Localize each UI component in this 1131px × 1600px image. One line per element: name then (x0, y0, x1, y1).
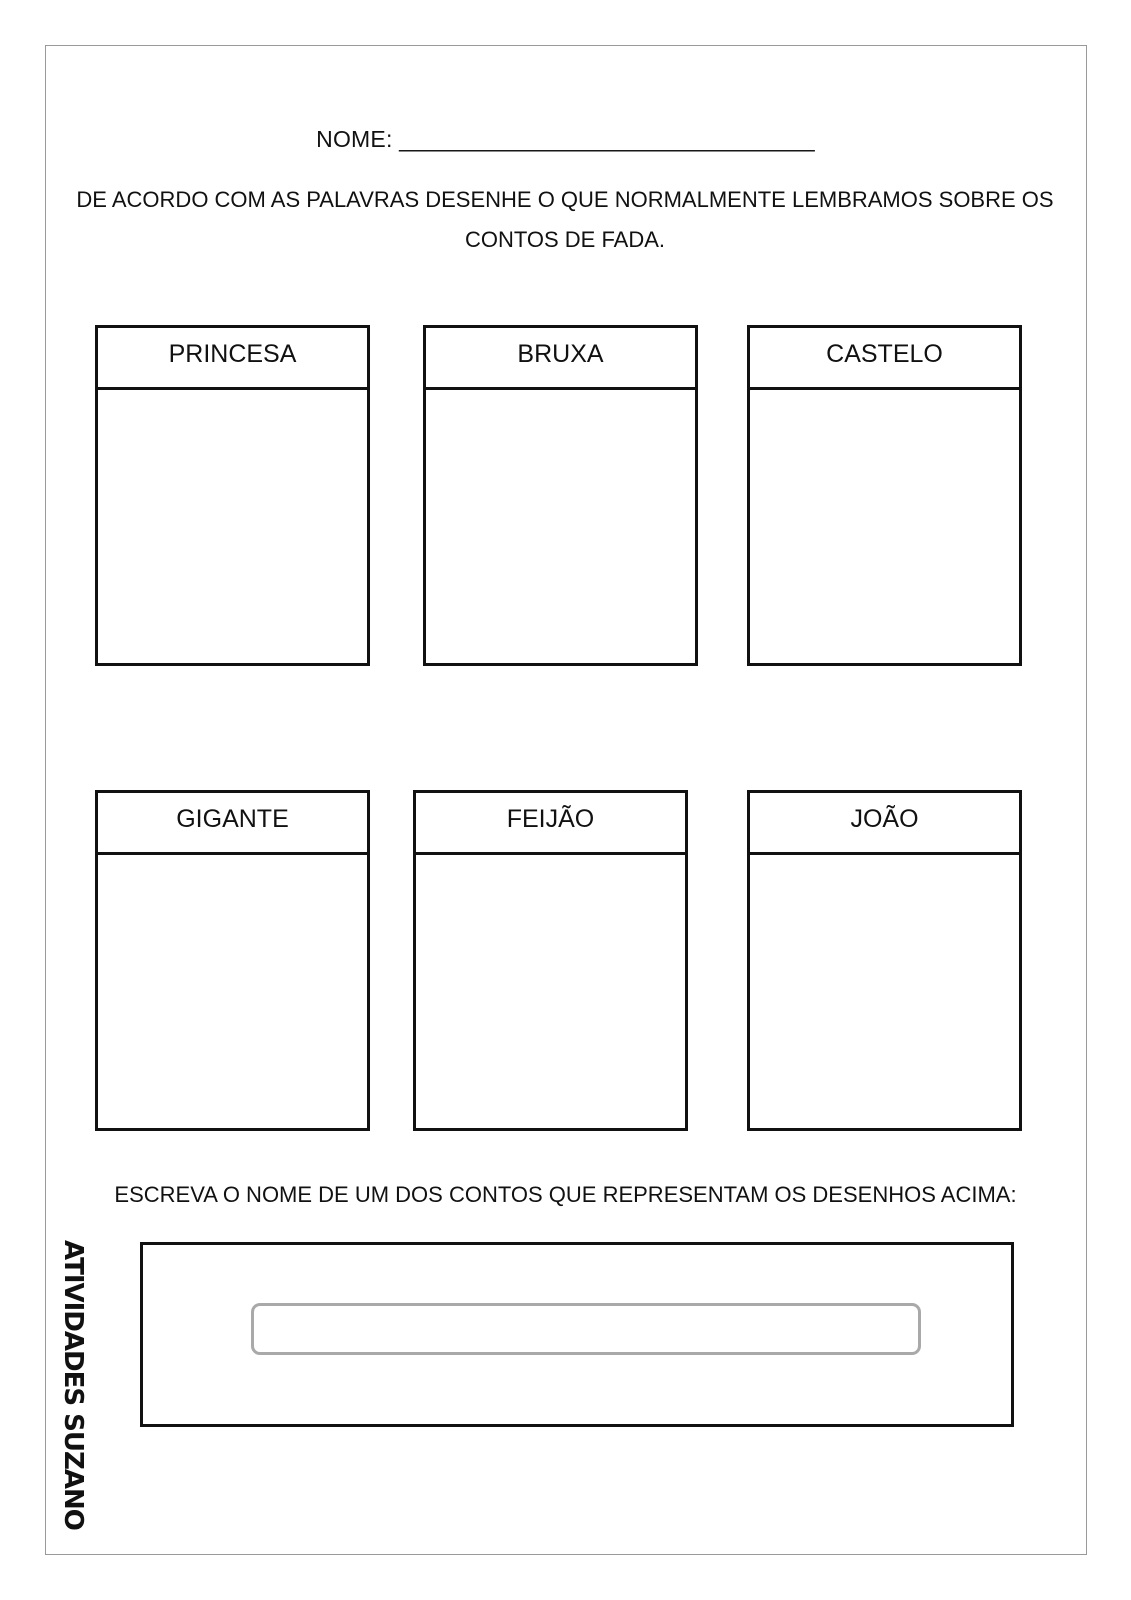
box-label: JOÃO (750, 793, 1019, 855)
box-label: GIGANTE (98, 793, 367, 855)
drawing-box-joao[interactable] (747, 790, 1022, 1131)
name-prompt[interactable]: NOME: ________________________________ (316, 126, 815, 152)
answer-box (140, 1242, 1014, 1427)
watermark-text: ATIVIDADES SUZANO (58, 1240, 88, 1530)
drawing-box-bruxa[interactable] (423, 325, 698, 666)
box-label: PRINCESA (98, 328, 367, 390)
write-instruction: ESCREVA O NOME DE UM DOS CONTOS QUE REPRESENTAM OS DESENHOS ACIMA: (114, 1182, 1017, 1207)
box-label: BRUXA (426, 328, 695, 390)
answer-field[interactable] (251, 1303, 921, 1355)
box-label: CASTELO (750, 328, 1019, 390)
drawing-box-feijao[interactable] (413, 790, 688, 1131)
drawing-box-castelo[interactable] (747, 325, 1022, 666)
drawing-box-gigante[interactable] (95, 790, 370, 1131)
drawing-box-princesa[interactable] (95, 325, 370, 666)
drawing-instruction: DE ACORDO COM AS PALAVRAS DESENHE O QUE NORMALMENTE LEMBRAMOS SOBRE OS CONTOS DE FADA. (76, 187, 1054, 252)
box-label: FEIJÃO (416, 793, 685, 855)
